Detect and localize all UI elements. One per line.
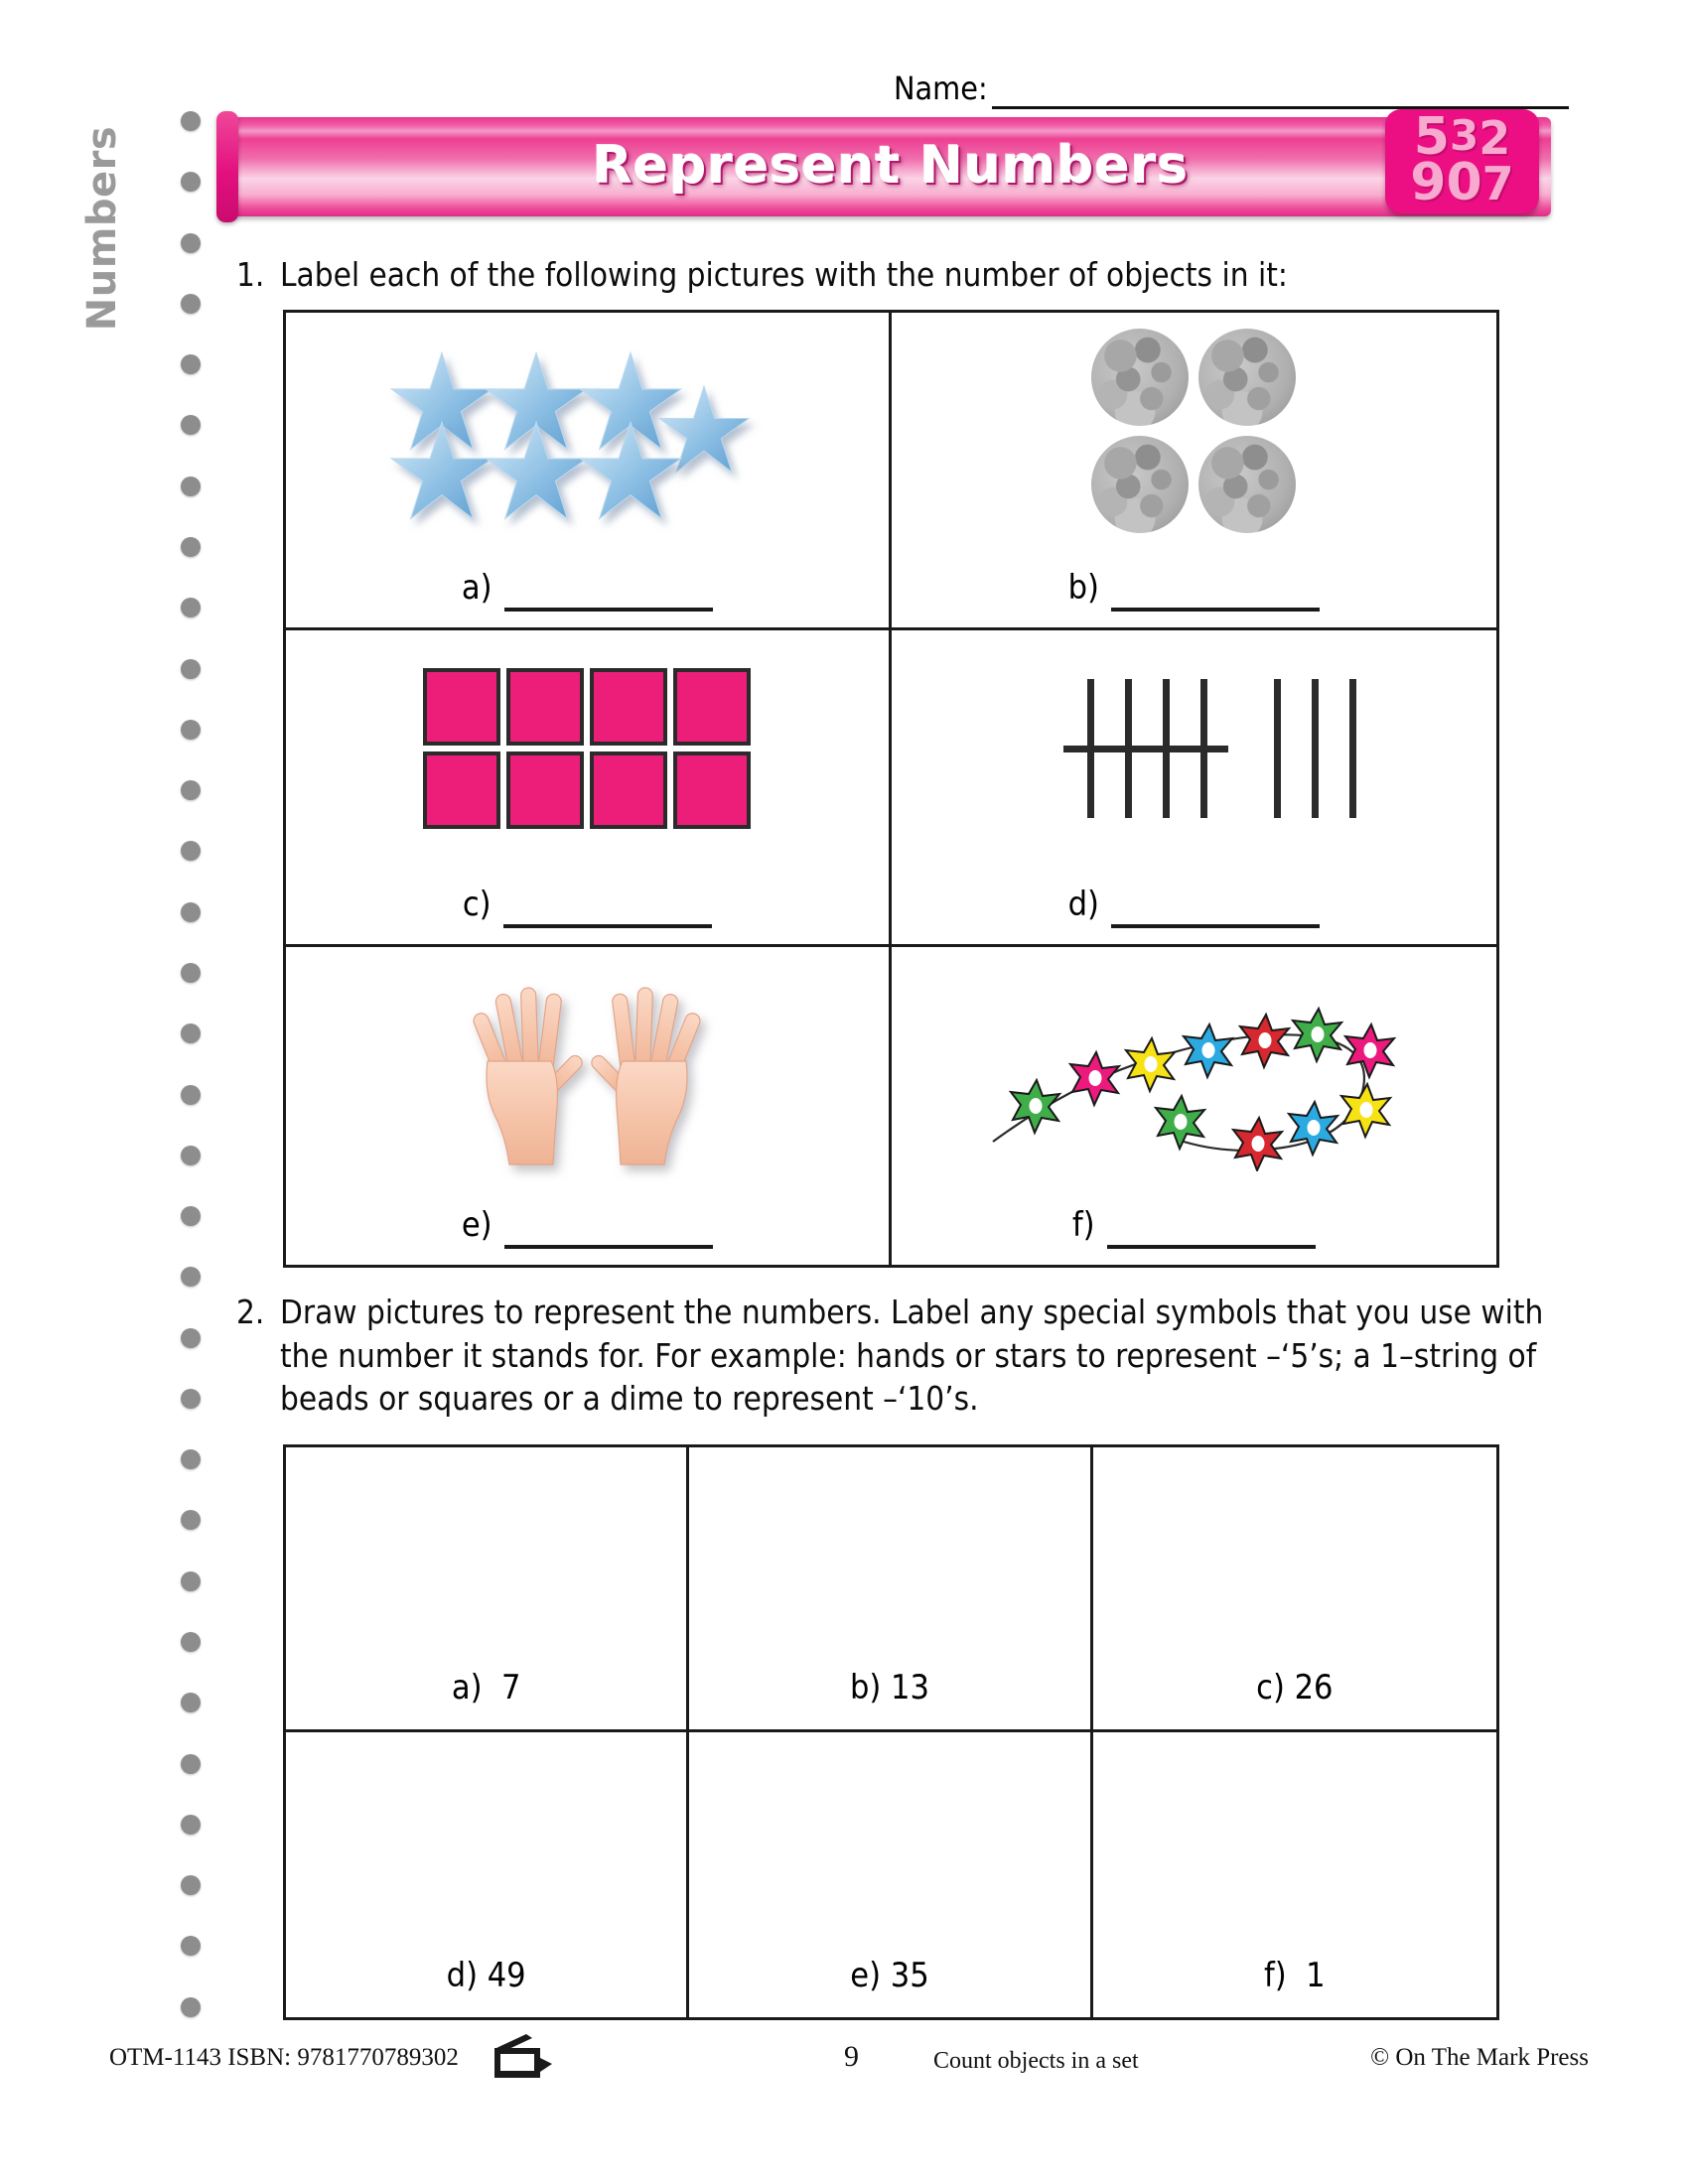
binding-hole-icon bbox=[181, 294, 201, 314]
badge-digit: 2 bbox=[1478, 111, 1511, 165]
question-1-table bbox=[283, 310, 1499, 1268]
table-cell-a bbox=[286, 313, 892, 630]
hands-icon bbox=[286, 947, 889, 1187]
binding-hole-icon bbox=[181, 172, 201, 192]
table-cell-b bbox=[892, 313, 1497, 630]
answer-blank-d[interactable] bbox=[1111, 918, 1320, 928]
badge-digit: 9 bbox=[1410, 153, 1447, 212]
tally-mark-icon bbox=[1312, 679, 1319, 818]
binding-hole-icon bbox=[181, 1328, 201, 1348]
bead-string-icon bbox=[985, 963, 1402, 1171]
question-2-table bbox=[283, 1444, 1499, 2020]
name-input-blank[interactable] bbox=[992, 74, 1569, 109]
question-2-body bbox=[238, 1291, 1559, 1421]
tally-mark-icon bbox=[1274, 679, 1281, 818]
binding-hole-icon bbox=[181, 1997, 201, 2017]
table-cell-e bbox=[286, 947, 892, 1265]
moon-icon bbox=[1198, 329, 1296, 426]
draw-label-e: e) 35 bbox=[850, 1956, 929, 1995]
binding-hole-icon bbox=[181, 1936, 201, 1956]
two-hands-icon bbox=[448, 966, 726, 1169]
binding-hole-icon bbox=[181, 1632, 201, 1652]
binding-hole-icon bbox=[181, 1875, 201, 1895]
binding-hole-icon bbox=[181, 111, 201, 131]
binding-hole-icon bbox=[181, 659, 201, 679]
question-1-number: 1. bbox=[236, 255, 265, 294]
name-field-row bbox=[894, 69, 1569, 109]
answer-blank-b[interactable] bbox=[1111, 602, 1320, 612]
answer-row-c bbox=[286, 885, 889, 928]
badge-digit: 3 bbox=[1449, 111, 1479, 160]
binding-hole-icon bbox=[181, 1693, 201, 1712]
binding-hole-icon bbox=[181, 1510, 201, 1530]
binding-hole-icon bbox=[181, 1146, 201, 1165]
moon-icon bbox=[1091, 436, 1189, 533]
answer-row-f bbox=[892, 1205, 1497, 1249]
square-icon bbox=[423, 751, 500, 829]
draw-label-d: d) 49 bbox=[446, 1956, 526, 1995]
binding-hole-icon bbox=[181, 720, 201, 740]
binding-hole-icon bbox=[181, 963, 201, 983]
answer-label-a: a) bbox=[461, 567, 492, 608]
page-footer bbox=[109, 2040, 1589, 2080]
draw-label-c: c) 26 bbox=[1256, 1668, 1334, 1707]
footer-copyright: © On The Mark Press bbox=[1370, 2044, 1589, 2071]
binding-hole-icon bbox=[181, 1389, 201, 1409]
question-2-prompt bbox=[238, 1291, 1559, 1421]
desk-easel-icon bbox=[487, 2028, 556, 2093]
binding-hole-icon bbox=[181, 1267, 201, 1287]
answer-blank-a[interactable] bbox=[504, 602, 713, 612]
binding-hole-icon bbox=[181, 1024, 201, 1043]
page-title: Represent Numbers bbox=[592, 135, 1190, 196]
spiral-binding bbox=[174, 111, 208, 2017]
answer-label-c: c) bbox=[462, 885, 492, 925]
table-cell-f bbox=[892, 947, 1497, 1265]
star-icon bbox=[483, 419, 590, 526]
square-icon bbox=[590, 751, 667, 829]
binding-hole-icon bbox=[181, 415, 201, 435]
tally-cross-icon bbox=[1063, 746, 1228, 752]
binding-hole-icon bbox=[181, 780, 201, 800]
draw-cell-b[interactable] bbox=[689, 1447, 1092, 1732]
binding-hole-icon bbox=[181, 1815, 201, 1835]
badge-digit: 5 bbox=[1413, 109, 1450, 167]
binding-hole-icon bbox=[181, 1449, 201, 1469]
beads-icon bbox=[892, 947, 1497, 1187]
question-2-line-1: Draw pictures to represent the numbers. Label any special symbols that bbox=[280, 1293, 1346, 1331]
draw-cell-c[interactable] bbox=[1093, 1447, 1496, 1732]
stars-icon bbox=[286, 313, 889, 550]
answer-blank-c[interactable] bbox=[503, 918, 712, 928]
draw-label-b: b) 13 bbox=[849, 1668, 929, 1707]
question-1-text: Label each of the following pictures with the number of objects in it: bbox=[280, 255, 1288, 294]
moon-icon bbox=[1198, 436, 1296, 533]
draw-cell-e[interactable] bbox=[689, 1732, 1092, 2017]
binding-hole-icon bbox=[181, 233, 201, 253]
question-2-number: 2. bbox=[236, 1293, 265, 1331]
answer-row-b bbox=[892, 568, 1497, 612]
star-icon bbox=[577, 419, 684, 526]
answer-label-e: e) bbox=[461, 1204, 492, 1245]
page-number: 9 bbox=[844, 2040, 859, 2073]
square-icon bbox=[506, 668, 584, 746]
binding-hole-icon bbox=[181, 1085, 201, 1105]
question-2-line-3: represent –‘5’s; a 1–string of beads or squares or a dime to represent –‘10’s. bbox=[280, 1335, 1537, 1419]
answer-blank-e[interactable] bbox=[504, 1239, 713, 1249]
draw-label-f: f) 1 bbox=[1264, 1956, 1326, 1995]
binding-hole-icon bbox=[181, 1571, 201, 1591]
binding-hole-icon bbox=[181, 598, 201, 617]
draw-cell-a[interactable] bbox=[286, 1447, 689, 1732]
draw-cell-d[interactable] bbox=[286, 1732, 689, 2017]
square-icon bbox=[590, 668, 667, 746]
numbers-badge bbox=[1385, 109, 1539, 213]
title-banner bbox=[230, 111, 1551, 216]
tally-mark-icon bbox=[1349, 679, 1356, 818]
moons-icon bbox=[892, 313, 1497, 550]
answer-row-e bbox=[286, 1205, 889, 1249]
binding-hole-icon bbox=[181, 354, 201, 374]
square-icon bbox=[673, 751, 751, 829]
square-icon bbox=[673, 668, 751, 746]
draw-cell-f[interactable] bbox=[1093, 1732, 1496, 2017]
badge-digit: 0 bbox=[1446, 153, 1482, 212]
table-cell-c bbox=[286, 630, 892, 948]
star-icon bbox=[388, 419, 495, 526]
binding-hole-icon bbox=[181, 1206, 201, 1226]
binding-hole-icon bbox=[181, 841, 201, 861]
question-2-line-2: you use with the number it stands for. For example: hands or stars to bbox=[280, 1293, 1544, 1375]
name-label: Name: bbox=[894, 69, 988, 107]
draw-label-a: a) 7 bbox=[451, 1668, 521, 1707]
section-tab-label: Numbers bbox=[79, 125, 125, 332]
moon-icon bbox=[1091, 329, 1189, 426]
badge-digit: 7 bbox=[1481, 157, 1514, 210]
answer-label-b: b) bbox=[1067, 567, 1099, 608]
binding-hole-icon bbox=[181, 477, 201, 496]
binding-hole-icon bbox=[181, 902, 201, 922]
square-icon bbox=[423, 668, 500, 746]
answer-label-f: f) bbox=[1071, 1204, 1095, 1245]
badge-bottom-row bbox=[1385, 153, 1539, 212]
binding-hole-icon bbox=[181, 1754, 201, 1774]
answer-row-a bbox=[286, 568, 889, 612]
footer-caption: Count objects in a set bbox=[933, 2048, 1139, 2074]
footer-product-code: OTM-1143 ISBN: 9781770789302 bbox=[109, 2044, 459, 2071]
square-icon bbox=[506, 751, 584, 829]
question-1-prompt bbox=[238, 253, 1559, 297]
squares-icon bbox=[286, 630, 889, 868]
table-cell-d bbox=[892, 630, 1497, 948]
answer-row-d bbox=[892, 885, 1497, 928]
binding-hole-icon bbox=[181, 537, 201, 557]
answer-label-d: d) bbox=[1067, 885, 1099, 925]
tally-icon bbox=[892, 630, 1497, 868]
answer-blank-f[interactable] bbox=[1107, 1239, 1316, 1249]
